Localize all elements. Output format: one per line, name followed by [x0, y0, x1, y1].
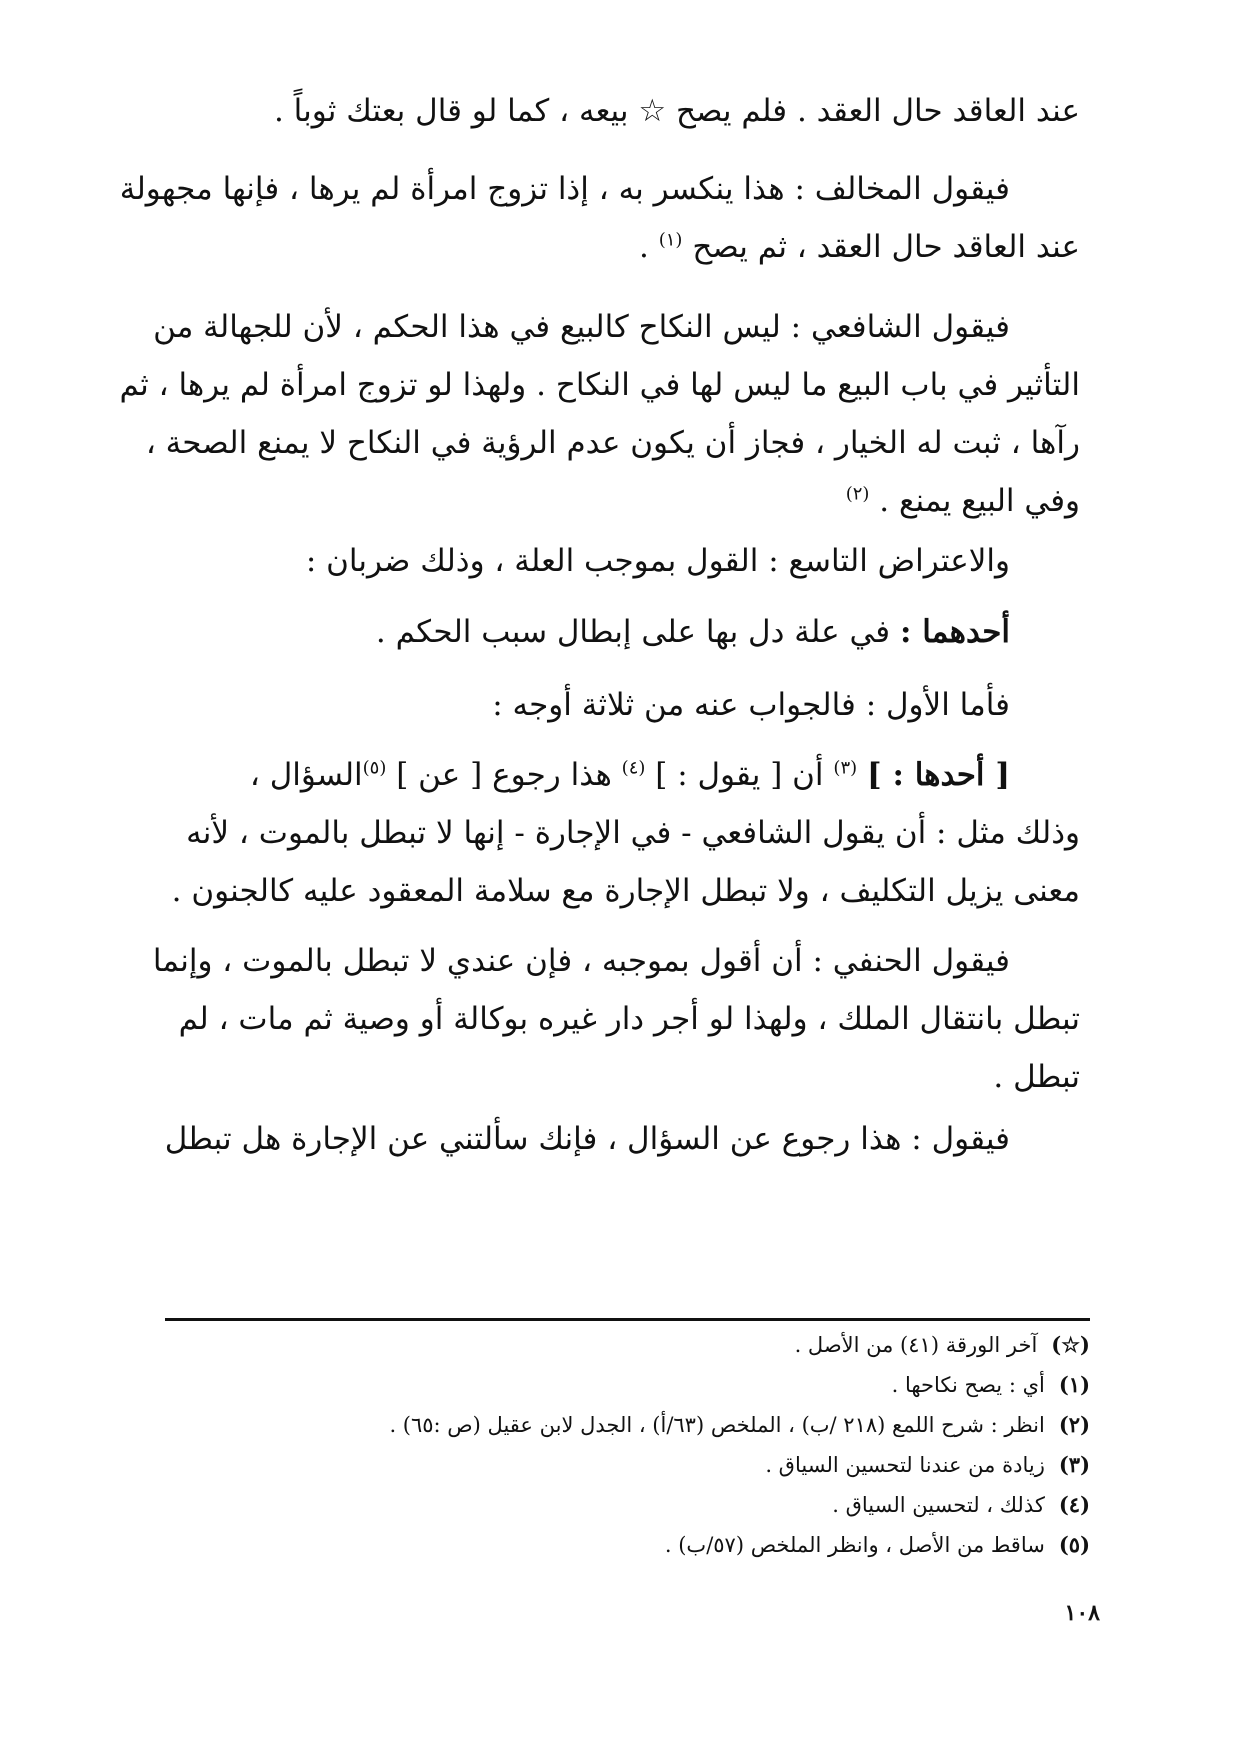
footnote-item [250, 1325, 1090, 1365]
footnote-marker: (٤) [1058, 1492, 1090, 1517]
text-line: معنى يزيل التكليف ، ولا تبطل الإجارة مع سلامة المعقود عليه كالجنون . [171, 873, 1080, 909]
text-line: والاعتراض التاسع : القول بموجب العلة ، وذلك ضربان : [305, 543, 1010, 579]
paragraph-2 [119, 160, 1080, 276]
text-segment: هذا رجوع [ عن ] [396, 757, 612, 793]
footnote-ref: (٢) [845, 483, 870, 505]
paragraph-1 [150, 82, 1080, 140]
text-line: عند العاقد حال العقد . فلم يصح ☆ بيعه ، كما لو قال بعتك ثوباً . [273, 93, 1080, 129]
text-line [150, 472, 1080, 530]
text-line: تبطل بانتقال الملك ، ولهذا لو أجر دار غيره بوكالة أو وصية ثم مات ، لم [178, 1001, 1080, 1037]
paragraph-9 [150, 1110, 1080, 1168]
text-segment: وفي البيع يمنع . [879, 483, 1080, 519]
paragraph-8 [150, 932, 1080, 1106]
footnote-ref: (٣) [833, 757, 858, 779]
footnote-item [250, 1365, 1090, 1405]
footnotes [250, 1325, 1090, 1565]
footnote-item [250, 1405, 1090, 1445]
footnote-marker: (١) [1058, 1372, 1090, 1397]
text-segment: عند العاقد حال العقد ، ثم يصح [692, 229, 1080, 265]
paragraph-6 [150, 676, 1080, 734]
text-line: تبطل . [993, 1059, 1080, 1095]
footnote-text: انظر : شرح اللمع (٢١٨ /ب) ، الملخص (٦٣/أ) ، الجدل لابن عقيل (ص :٦٥) . [389, 1413, 1045, 1437]
text-line: رآها ، ثبت له الخيار ، فجاز أن يكون عدم الرؤية في النكاح لا يمنع الصحة ، [145, 425, 1080, 461]
footnote-marker: (☆) [1051, 1332, 1090, 1357]
text-line: فأما الأول : فالجواب عنه من ثلاثة أوجه : [492, 687, 1010, 723]
footnote-marker: (٣) [1058, 1452, 1090, 1477]
footnote-divider [165, 1318, 1090, 1321]
footnote-text: أي : يصح نكاحها . [891, 1373, 1045, 1397]
footnote-item [250, 1445, 1090, 1485]
text-line: فيقول : هذا رجوع عن السؤال ، فإنك سألتني عن الإجارة هل تبطل [164, 1121, 1010, 1157]
text-segment: في علة دل بها على إبطال سبب الحكم . [375, 614, 891, 650]
text-line: فيقول الحنفي : أن أقول بموجبه ، فإن عندي لا تبطل بالموت ، وإنما [152, 943, 1010, 979]
footnote-marker: (٥) [1058, 1532, 1090, 1557]
page-number: ١٠٨ [1064, 1600, 1100, 1626]
text-segment: . [639, 229, 649, 265]
footnote-text: كذلك ، لتحسين السياق . [832, 1493, 1045, 1517]
footnote-marker: (٢) [1058, 1412, 1090, 1437]
footnote-item [250, 1525, 1090, 1565]
paragraph-7 [150, 746, 1080, 920]
footnote-text: ساقط من الأصل ، وانظر الملخص (٥٧/ب) . [664, 1533, 1045, 1557]
text-line [150, 218, 1080, 276]
text-line: التأثير في باب البيع ما ليس لها في النكاح . ولهذا لو تزوج امرأة لم يرها ، ثم [119, 367, 1080, 403]
text-line: وذلك مثل : أن يقول الشافعي - في الإجارة - إنها لا تبطل بالموت ، لأنه [186, 815, 1080, 851]
footnote-ref: (٤) [621, 757, 646, 779]
footnote-text: زيادة من عندنا لتحسين السياق . [765, 1453, 1045, 1477]
text-segment: السؤال ، [249, 757, 363, 793]
paragraph-5 [150, 603, 1080, 661]
footnote-item [250, 1485, 1090, 1525]
heading-label: أحدهما : [900, 614, 1010, 650]
footnote-ref: (٥) [362, 757, 387, 779]
footnote-ref: (١) [658, 229, 683, 251]
paragraph-4 [150, 532, 1080, 590]
footnote-text: آخر الورقة (٤١) من الأصل . [794, 1333, 1038, 1357]
text-line [150, 746, 1080, 804]
heading-label: [ أحدها : ] [867, 757, 1010, 793]
text-line: فيقول الشافعي : ليس النكاح كالبيع في هذا الحكم ، لأن للجهالة من [153, 309, 1010, 345]
text-segment: أن [ يقول : ] [655, 757, 824, 793]
paragraph-3 [119, 298, 1080, 530]
text-line: فيقول المخالف : هذا ينكسر به ، إذا تزوج امرأة لم يرها ، فإنها مجهولة [119, 171, 1010, 207]
text-line [150, 603, 1080, 661]
